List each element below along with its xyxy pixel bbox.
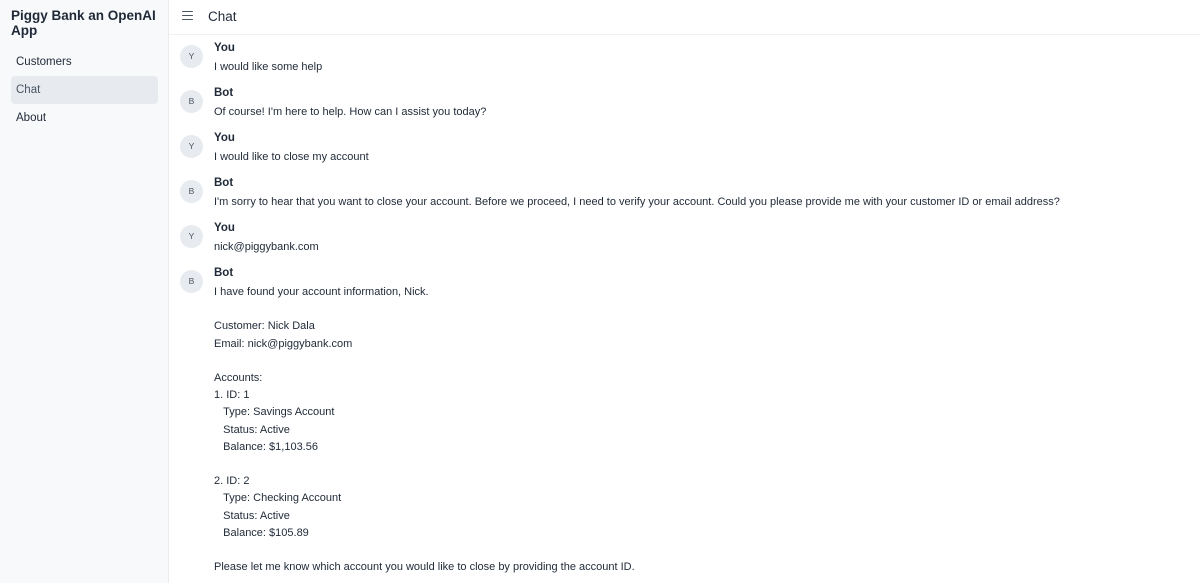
message-sender: Bot — [214, 267, 234, 279]
sidebar-nav — [11, 48, 158, 132]
message-sender: You — [214, 42, 235, 54]
avatar: B — [180, 270, 203, 293]
avatar: Y — [180, 45, 203, 68]
message-sender: Bot — [214, 177, 234, 189]
page-title: Chat — [208, 9, 237, 24]
message-sender: You — [214, 132, 235, 144]
chat-messages — [169, 35, 1200, 583]
sidebar — [0, 0, 169, 583]
message-text: I'm sorry to hear that you want to close your account. Before we proceed, I need to verify your account. Could you please provide me with your customer ID or email address? — [214, 196, 1060, 208]
message-text: I would like to close my account — [214, 151, 369, 163]
avatar: Y — [180, 135, 203, 158]
header — [169, 0, 1200, 35]
hamburger-menu-icon[interactable] — [181, 10, 195, 22]
avatar: B — [180, 90, 203, 113]
sidebar-item-chat[interactable]: Chat — [11, 76, 158, 104]
message-sender: Bot — [214, 87, 234, 99]
message-text: I have found your account information, Nick. Customer: Nick Dala Email: nick@piggybank.com Accounts: 1. ID: 1 Type: Savings Account Status: Active Balance: $1,103.56 2. ID: 2 Type: Checking Account Status: Active Balance: $105.89 Please let me know which account you would like to close by providing the account ID. — [214, 286, 635, 574]
avatar: Y — [180, 225, 203, 248]
message-sender: You — [214, 222, 235, 234]
message-text: I would like some help — [214, 61, 323, 73]
message-text: nick@piggybank.com — [214, 241, 319, 253]
avatar: B — [180, 180, 203, 203]
sidebar-item-about[interactable]: About — [16, 112, 47, 124]
sidebar-item-customers[interactable]: Customers — [16, 56, 72, 68]
app-title: Piggy Bank an OpenAI App — [11, 8, 156, 38]
message-text: Of course! I'm here to help. How can I assist you today? — [214, 106, 487, 118]
